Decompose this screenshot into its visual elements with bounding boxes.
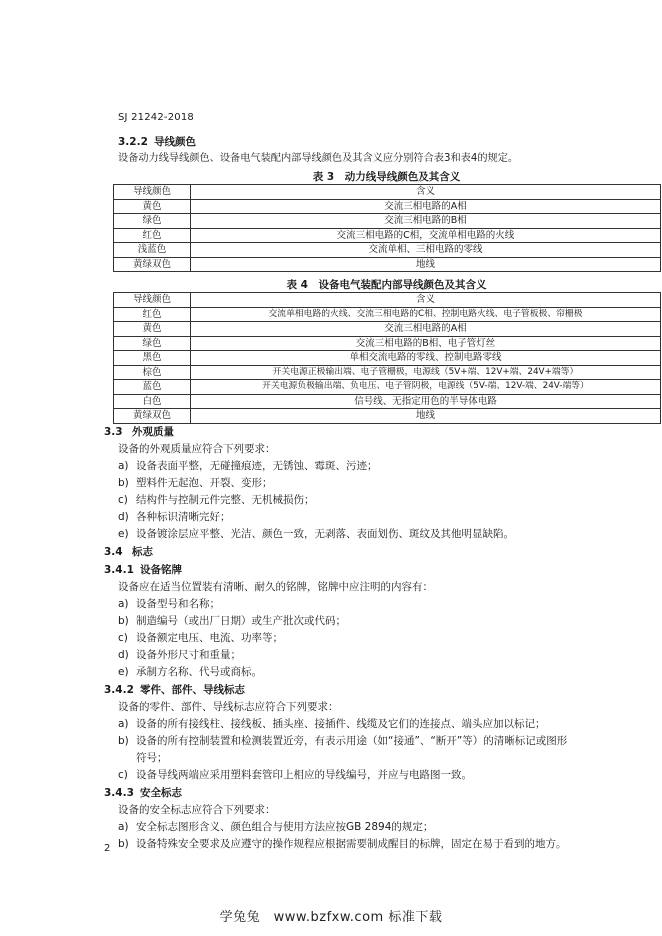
table-row <box>114 307 661 322</box>
list-item-continuation: 符号； <box>136 752 168 764</box>
page-number: 2 <box>104 843 111 854</box>
section-3-2-2-heading: 3.2.2 导线颜色 <box>118 136 196 148</box>
table-cell: 红色 <box>114 307 191 322</box>
table-cell: 交流三相电路的B相 <box>191 214 661 229</box>
table-row <box>114 365 661 380</box>
table-header-row <box>114 293 661 308</box>
section-3-3-heading: 3.3 外观质量 <box>104 426 174 438</box>
table-cell: 交流三相电路的C相，交流单相电路的火线 <box>191 228 661 243</box>
list-item: b) 塑料件无起泡、开裂、变形； <box>118 477 273 489</box>
table-cell: 开关电源正极输出端、电子管栅极，电源线（5V+端、12V+端、24V+端等） <box>191 365 661 380</box>
table-cell: 棕色 <box>114 365 191 380</box>
table-cell: 地线 <box>191 409 661 424</box>
table-header-cell: 含义 <box>191 293 661 308</box>
table-cell: 单相交流电路的零线、控制电路零线 <box>191 351 661 366</box>
list-item: d) 设备外形尺寸和重量； <box>118 649 241 661</box>
table-row <box>114 322 661 337</box>
table-cell: 黄色 <box>114 199 191 214</box>
table-cell: 信号线、无指定用色的半导体电路 <box>191 394 661 409</box>
table-header-row <box>114 185 661 200</box>
list-item: c) 结构件与控制元件完整、无机械损伤； <box>118 494 315 506</box>
list-item: b) 设备特殊安全要求及应遵守的操作规程应根据需要制成醒目的标牌，固定在易于看到的地方。 <box>118 838 567 850</box>
table-row <box>114 351 661 366</box>
table-row <box>114 214 661 229</box>
list-item: b) 制造编号（或出厂日期）或生产批次或代码； <box>118 615 346 627</box>
table-cell: 交流三相电路的A相 <box>191 322 661 337</box>
list-item: a) 安全标志图形含义、颜色组合与使用方法应按GB 2894的规定； <box>118 821 434 833</box>
table-row <box>114 394 661 409</box>
table-row <box>114 409 661 424</box>
table-cell: 交流三相电路的A相 <box>191 199 661 214</box>
table-cell: 浅蓝色 <box>114 243 191 258</box>
list-item: a) 设备的所有接线柱、接线板、插头座、接插件、线缆及它们的连接点、端头应加以标记； <box>118 718 546 730</box>
list-item: b) 设备的所有控制装置和检测装置近旁，有表示用途（如“接通”、“断开”等）的清晰标记或图形 <box>118 735 568 747</box>
table-cell: 绿色 <box>114 336 191 351</box>
section-3-4-2-heading: 3.4.2 零件、部件、导线标志 <box>104 684 245 696</box>
table-header-cell: 导线颜色 <box>114 293 191 308</box>
table-header-cell: 导线颜色 <box>114 185 191 200</box>
section-3-4-3-heading: 3.4.3 安全标志 <box>104 787 182 799</box>
table-cell: 黄色 <box>114 322 191 337</box>
section-3-3-intro: 设备的外观质量应符合下列要求： <box>118 443 276 455</box>
table-row <box>114 199 661 214</box>
table-cell: 交流单相电路的火线、交流三相电路的C相、控制电路火线、电子管板极、帘栅极 <box>191 307 661 322</box>
list-item: d) 各种标识清晰完好； <box>118 511 231 523</box>
table-cell: 开关电源负极输出端、负电压、电子管阴极，电源线（5V-端、12V-端、24V-端等） <box>191 380 661 395</box>
list-item: c) 设备额定电压、电流、功率等； <box>118 632 283 644</box>
section-3-2-2-intro: 设备动力线导线颜色、设备电气装配内部导线颜色及其含义应分别符合表3和表4的规定。 <box>118 153 519 164</box>
table-cell: 蓝色 <box>114 380 191 395</box>
table-cell: 交流单相、三相电路的零线 <box>191 243 661 258</box>
table-3 <box>113 184 661 272</box>
table-cell: 绿色 <box>114 214 191 229</box>
table-row <box>114 243 661 258</box>
table-4-caption: 表 4 设备电气装配内部导线颜色及其含义 <box>286 279 487 291</box>
section-3-4-2-intro: 设备的零件、部件、导线标志应符合下列要求： <box>118 701 339 713</box>
section-3-4-3-intro: 设备的安全标志应符合下列要求： <box>118 804 276 816</box>
section-3-4-1-intro: 设备应在适当位置装有清晰、耐久的铭牌，铭牌中应注明的内容有： <box>118 581 433 593</box>
list-item: e) 设备镀涂层应平整、光洁、颜色一致，无剥落、表面划伤、斑纹及其他明显缺陷。 <box>118 528 514 540</box>
list-item: c) 设备导线两端应采用塑料套管印上相应的导线编号，并应与电路图一致。 <box>118 769 472 781</box>
table-3-caption: 表 3 动力线导线颜色及其含义 <box>312 171 461 183</box>
table-header-cell: 含义 <box>191 185 661 200</box>
table-cell: 白色 <box>114 394 191 409</box>
table-cell: 黄绿双色 <box>114 257 191 272</box>
table-cell: 黑色 <box>114 351 191 366</box>
section-3-4-heading: 3.4 标志 <box>104 546 153 558</box>
table-cell: 黄绿双色 <box>114 409 191 424</box>
table-row <box>114 336 661 351</box>
standard-code: SJ 21242-2018 <box>118 112 194 123</box>
table-cell: 地线 <box>191 257 661 272</box>
list-item: a) 设备型号和名称； <box>118 598 220 610</box>
table-row <box>114 257 661 272</box>
footer-site-link[interactable]: 学兔兔 www.bzfxw.com 标准下载 <box>219 910 443 925</box>
list-item: a) 设备表面平整，无碰撞痕迹，无锈蚀、霉斑、污迹； <box>118 460 378 472</box>
table-cell: 交流三相电路的B相、电子管灯丝 <box>191 336 661 351</box>
table-cell: 红色 <box>114 228 191 243</box>
table-row <box>114 228 661 243</box>
section-3-4-1-heading: 3.4.1 设备铭牌 <box>104 564 182 576</box>
table-4 <box>113 292 661 424</box>
table-row <box>114 380 661 395</box>
list-item: e) 承制方名称、代号或商标。 <box>118 666 262 678</box>
